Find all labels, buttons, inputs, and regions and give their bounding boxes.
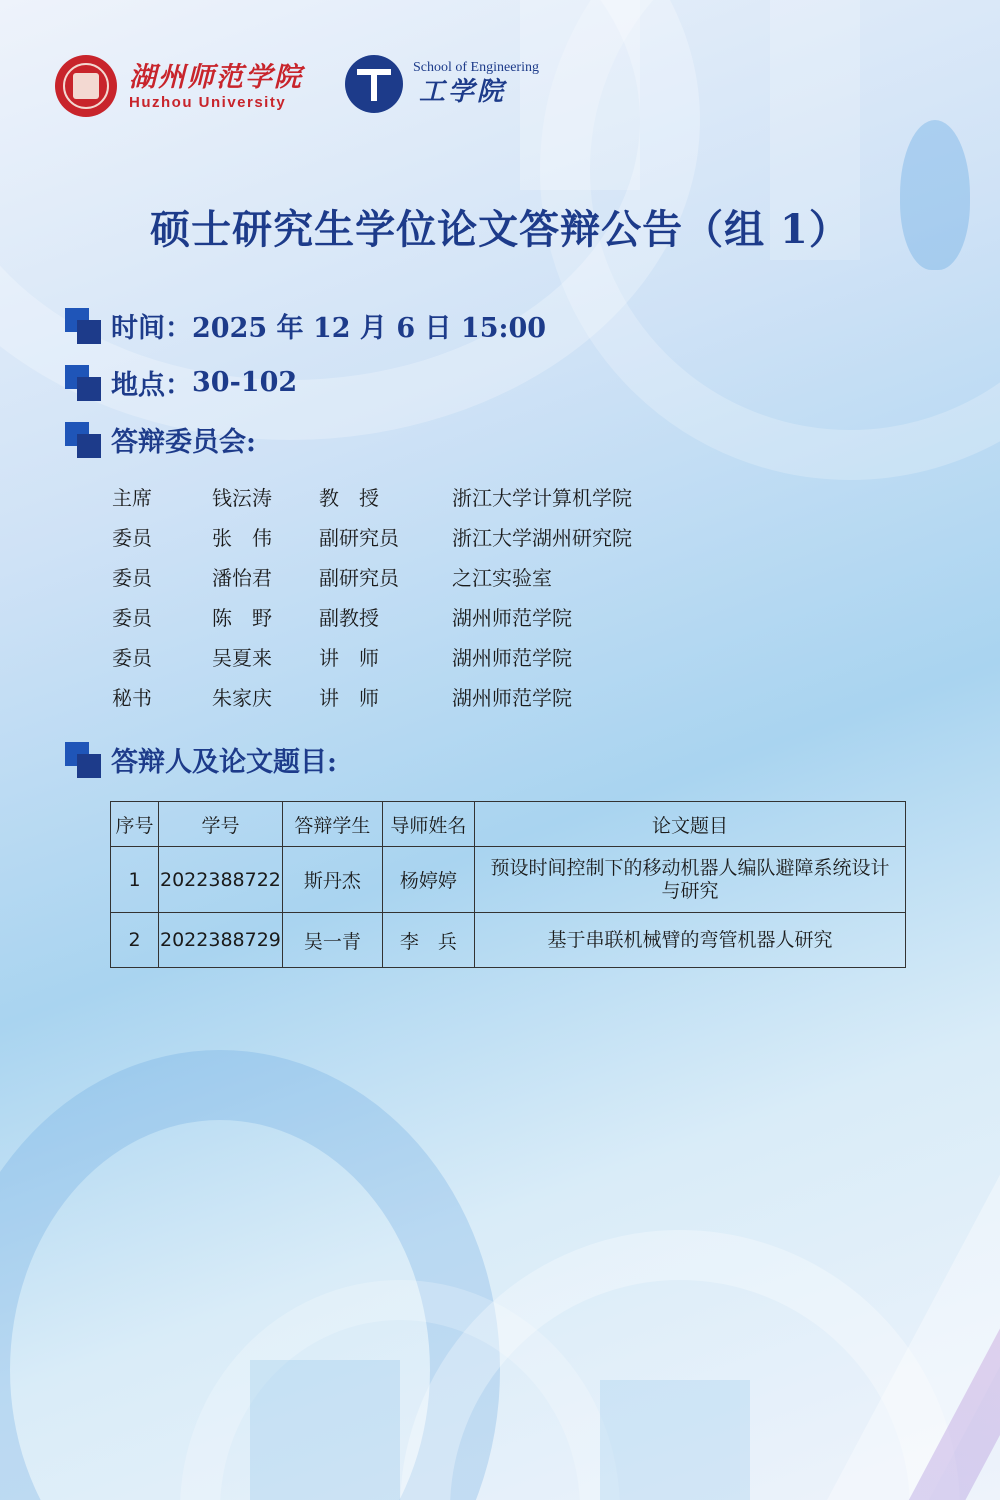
place-label: 地点： [111, 370, 192, 401]
member-name: 吴夏来 [212, 645, 272, 670]
section-bullet-icon [65, 422, 101, 458]
committee-member [112, 556, 752, 596]
thesis-topic: 基于串联机械臂的弯管机器人研究 [474, 913, 905, 968]
committee-member [112, 596, 752, 636]
member-org: 湖州师范学院 [452, 605, 572, 630]
thesis-table [110, 801, 906, 968]
member-role: 委员 [112, 565, 152, 590]
time-section [65, 306, 546, 345]
member-name: 朱家庆 [212, 685, 272, 710]
column-header: 导师姓名 [382, 802, 474, 847]
member-org: 浙江大学湖州研究院 [452, 525, 632, 550]
advisor-name: 杨婷婷 [382, 847, 474, 913]
member-org: 湖州师范学院 [452, 685, 572, 710]
table-row [111, 913, 906, 968]
place-section [65, 363, 297, 402]
member-name: 张 伟 [212, 525, 272, 550]
member-role: 主席 [112, 485, 152, 510]
column-header: 学号 [159, 802, 283, 847]
row-number: 1 [111, 847, 159, 913]
student-id: 2022388722 [159, 847, 283, 913]
member-org: 浙江大学计算机学院 [452, 485, 632, 510]
member-name: 潘怡君 [212, 565, 272, 590]
school-logo [345, 55, 539, 113]
committee-section [65, 420, 256, 459]
member-name: 钱沄涛 [212, 485, 272, 510]
section-bullet-icon [65, 742, 101, 778]
university-seal-icon [55, 55, 117, 117]
column-header: 序号 [111, 802, 159, 847]
member-role: 委员 [112, 605, 152, 630]
university-name-cn: 湖州师范学院 [129, 61, 303, 93]
member-role: 秘书 [112, 685, 152, 710]
member-title: 副研究员 [319, 525, 399, 550]
row-number: 2 [111, 913, 159, 968]
column-header: 答辩学生 [282, 802, 382, 847]
student-name: 吴一青 [282, 913, 382, 968]
committee-heading: 答辩委员会: [111, 427, 256, 458]
time-value: 2025 年 12 月 6 日 15:00 [192, 313, 547, 344]
advisor-name: 李 兵 [382, 913, 474, 968]
member-org: 之江实验室 [452, 565, 552, 590]
school-name-en: School of Engineering [413, 60, 539, 75]
committee-member [112, 676, 752, 716]
member-title: 讲 师 [319, 645, 379, 670]
student-name: 斯丹杰 [282, 847, 382, 913]
member-title: 教 授 [319, 485, 379, 510]
school-name-cn: 工学院 [419, 77, 507, 107]
section-bullet-icon [65, 365, 101, 401]
table-header-row [111, 802, 906, 847]
member-org: 湖州师范学院 [452, 645, 572, 670]
student-id: 2022388729 [159, 913, 283, 968]
committee-member [112, 476, 752, 516]
defense-section [65, 740, 337, 779]
university-logo [55, 55, 303, 117]
school-emblem-icon [345, 55, 403, 113]
table-row [111, 847, 906, 913]
member-role: 委员 [112, 645, 152, 670]
member-name: 陈 野 [212, 605, 272, 630]
member-title: 副研究员 [319, 565, 399, 590]
member-title: 副教授 [319, 605, 379, 630]
defense-heading: 答辩人及论文题目: [111, 747, 337, 778]
committee-member [112, 516, 752, 556]
member-title: 讲 师 [319, 685, 379, 710]
committee-member [112, 636, 752, 676]
time-label: 时间： [111, 313, 192, 344]
committee-list [112, 476, 752, 716]
member-role: 委员 [112, 525, 152, 550]
page-title: 硕士研究生学位论文答辩公告（组 1） [150, 206, 850, 253]
university-name-en: Huzhou University [129, 93, 287, 111]
thesis-topic: 预设时间控制下的移动机器人编队避障系统设计与研究 [474, 847, 905, 913]
section-bullet-icon [65, 308, 101, 344]
place-value: 30-102 [192, 367, 298, 398]
column-header: 论文题目 [474, 802, 905, 847]
